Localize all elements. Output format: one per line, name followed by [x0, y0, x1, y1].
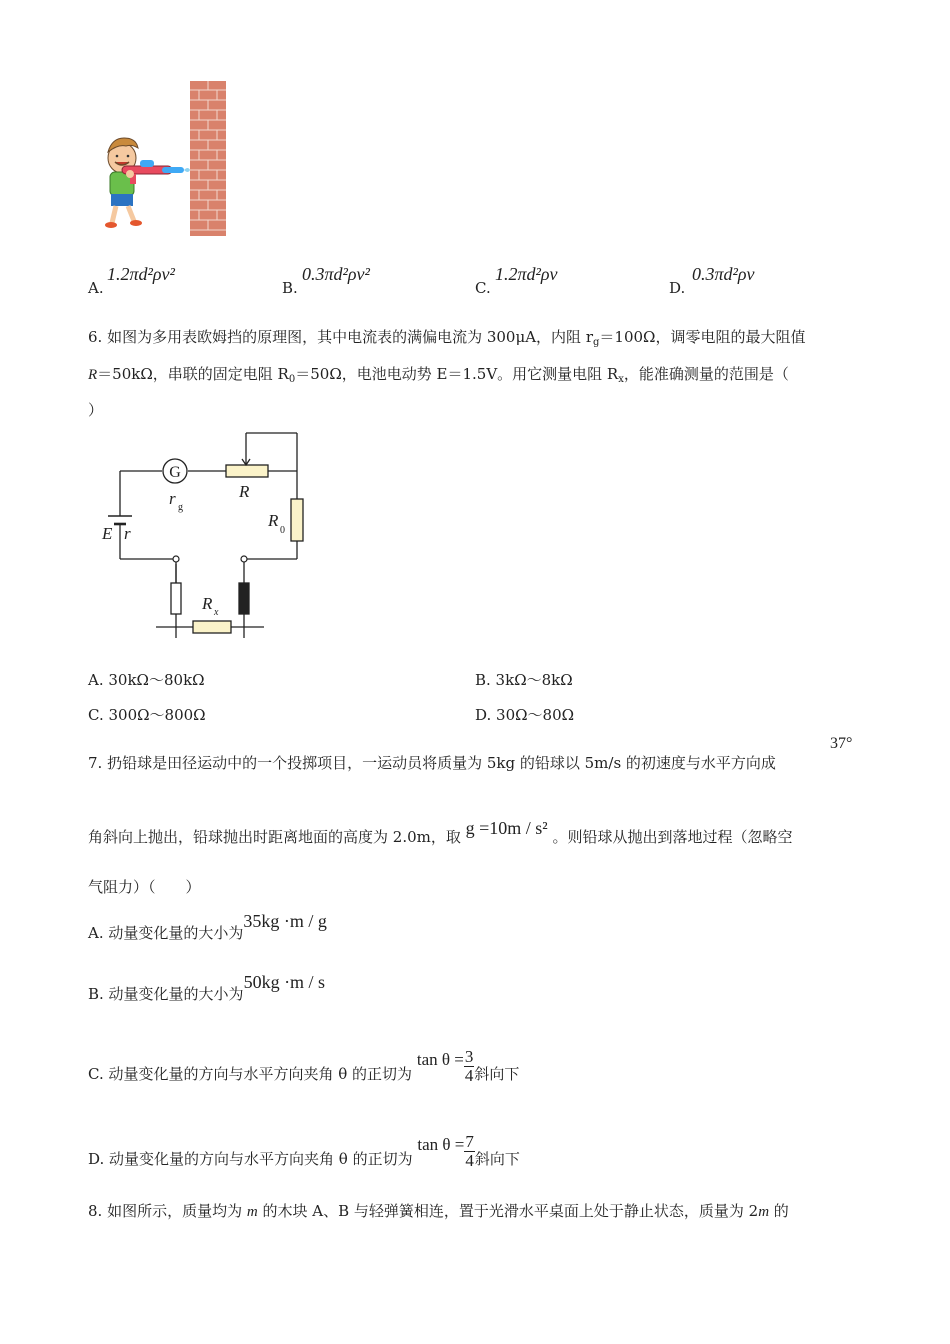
resistor-rx [193, 621, 231, 633]
q6-stem-line3: ） [88, 401, 104, 419]
label-e: E [102, 524, 113, 543]
q5-option-c-label: C. [475, 279, 491, 297]
q5-option-b-formula: 0.3πd²ρv² [302, 264, 370, 284]
q5-option-d-label: D. [669, 279, 686, 297]
label-rg-sub: g [178, 502, 183, 513]
q5-option-c-formula: 1.2πd²ρv [495, 264, 558, 284]
q6-option-c: C. 300Ω～800Ω [88, 706, 206, 724]
q7-g-formula: g =10m / s² [465, 818, 548, 838]
q6-option-b: B. 3kΩ～8kΩ [475, 671, 573, 689]
water-splash [184, 168, 190, 172]
label-r0: R [268, 511, 279, 530]
terminal-right [241, 556, 247, 562]
q7-stem-line1: 7. 扔铅球是田径运动中的一个投掷项目，一运动员将质量为 5kg 的铅球以 5m/s 的初速度与水平方向成 [88, 754, 776, 772]
label-internal-r: r [124, 524, 131, 543]
slider-arrow-icon [242, 458, 250, 465]
q7-stem-line3: 气阻力）（ ） [88, 878, 201, 896]
label-r0-sub: 0 [280, 525, 285, 536]
label-r: R [239, 482, 250, 501]
q6-option-a: A. 30kΩ～80kΩ [88, 671, 205, 689]
rheostat-r [226, 465, 268, 477]
resistor-r0 [291, 499, 303, 541]
q7-option-c: C. 动量变化量的方向与水平方向夹角 θ 的正切为 tan θ = $\frac{3}{4}$ 斜向下 [88, 1047, 520, 1085]
q5-option-a-formula: 1.2πd²ρv² [107, 264, 175, 284]
q6-stem-line1: 6. 如图为多用表欧姆挡的原理图，其中电流表的满偏电流为 300μA，内阻 $r_g=100\Omega$，调零电阻的最大阻值 [88, 328, 806, 348]
probe-black [239, 583, 249, 614]
q5-option-a-label: A. [88, 279, 104, 297]
q8-stem-line1: 8. 如图所示，质量均为 m 的木块 A、B 与轻弹簧相连，置于光滑水平桌面上处于静止状态，质量为 2m 的 [88, 1202, 789, 1220]
q7-option-b: B. 动量变化量的大小为50kg ·m / s [88, 972, 326, 1003]
galvanometer-label: G [169, 464, 181, 481]
terminal-left [173, 556, 179, 562]
q5-option-b-label: B. [282, 279, 298, 297]
q6-option-d: D. 30Ω～80Ω [475, 706, 575, 724]
ohmmeter-circuit-diagram [98, 428, 308, 643]
q7-option-a: A. 动量变化量的大小为35kg ·m / g [88, 911, 327, 942]
label-rx: R [202, 594, 213, 613]
q7-angle: 37° [830, 735, 853, 752]
probe-red [171, 583, 181, 614]
q6-stem-line2: R＝50kΩ，串联的固定电阻 $R_0=50\Omega$，电池电动势 E＝1.5V。用它测量电阻 $R_x$，能准确测量的范围是（ [88, 365, 789, 385]
q7-option-d: D. 动量变化量的方向与水平方向夹角 θ 的正切为 tan θ = $\frac{7}{4}$ 斜向下 [88, 1132, 520, 1170]
label-rg: r [169, 489, 176, 508]
q5-option-d-formula: 0.3πd²ρv [692, 264, 755, 284]
label-rx-sub: x [214, 607, 219, 618]
kid-figure [105, 138, 184, 228]
q7-stem-line2: 角斜向上抛出，铅球抛出时距离地面的高度为 2.0m，取 g =10m / s² 。则铅球从抛出到落地过程（忽略空 [88, 818, 793, 846]
water-gun-wall-illustration [100, 78, 230, 240]
